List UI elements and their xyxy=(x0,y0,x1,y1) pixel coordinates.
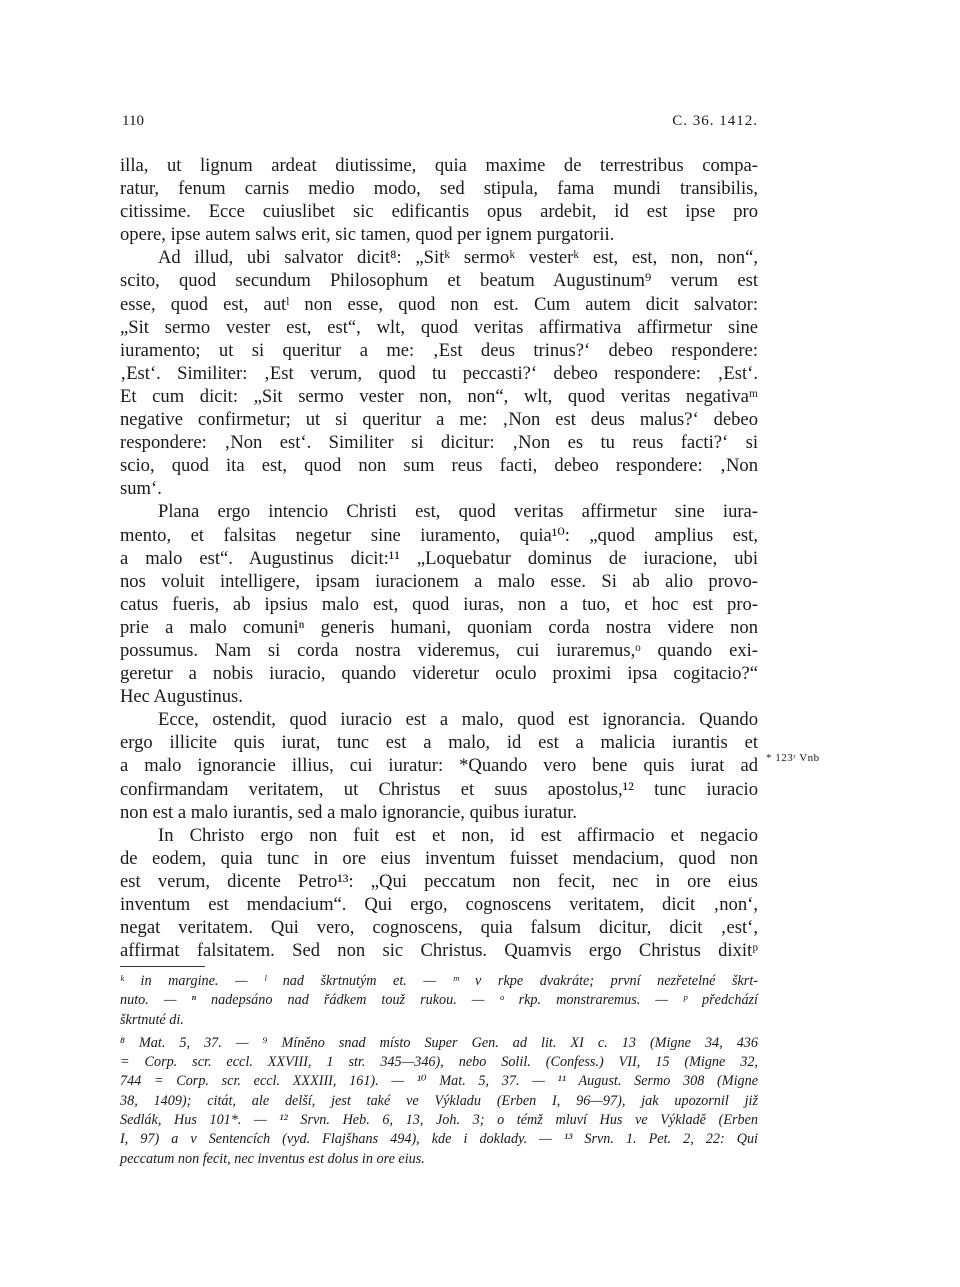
footnote-line: nuto. — ⁿ nadepsáno nad řádkem touž rukou. — ᵒ rkp. monstraremus. — ᵖ předchází xyxy=(120,992,758,1009)
text-line: de eodem, quia tunc in ore eius inventum fuisset mendacium, quod non xyxy=(120,847,758,869)
text-line: ergo illicite quis iurat, tunc est a malo, id est a malicia iurantis et xyxy=(120,732,758,754)
text-line: ratur, fenum carnis medio modo, sed stipula, fama mundi transibilis, xyxy=(120,178,758,200)
text-line: opere, ipse autem salws erit, sic tamen, quod per ignem purgatorii. xyxy=(120,224,615,246)
text-line: sum‘. xyxy=(120,478,162,500)
footnote-separator xyxy=(120,966,205,967)
text-line: scio, quod ita est, quod non sum reus facti, debeo respondere: ‚Non xyxy=(120,455,758,477)
text-line: geretur a nobis iuracio, quando videretur oculo proximi ipsa cogitacio?“ xyxy=(120,663,758,685)
text-line: nos voluit intelligere, ipsam iuracionem a malo esse. Si ab alio provo- xyxy=(120,570,758,592)
text-line: „Sit sermo vester est, est“, wlt, quod veritas affirmativa affirmetur sine xyxy=(120,316,758,338)
text-line: citissime. Ecce cuiuslibet sic edificantis opus ardebit, id est ipse pro xyxy=(120,201,758,223)
text-line: Ad illud, ubi salvator dicit⁸: „Sitᵏ sermoᵏ vesterᵏ est, est, non, non“, xyxy=(158,247,758,269)
footnote-line: Sedlák, Hus 101*. — ¹² Srvn. Heb. 6, 13, Joh. 3; o témž mluví Hus ve Výkladě (Erben xyxy=(120,1112,758,1129)
text-line: iuramento; ut si queritur a me: ‚Est deus trinus?‘ debeo respondere: xyxy=(120,339,758,361)
text-line: Plana ergo intencio Christi est, quod veritas affirmetur sine iura- xyxy=(158,501,758,523)
text-line: illa, ut lignum ardeat diutissime, quia maxime de terrestribus compa- xyxy=(120,155,758,176)
text-line: scito, quod secundum Philosophum et beatum Augustinum⁹ verum est xyxy=(120,270,758,292)
page-header xyxy=(120,113,758,133)
text-line: catus fueris, ab ipsius malo est, quod iuras, non a tuo, et hoc est pro- xyxy=(120,593,758,615)
text-line: mento, et falsitas negetur sine iuramento, quia¹⁰: „quod amplius est, xyxy=(120,524,758,546)
text-line: a malo ignorancie illius, cui iuratur: *Quando vero bene quis iurat ad xyxy=(120,755,758,777)
text-line: Et cum dicit: „Sit sermo vester non, non“, wlt, quod veritas negativaᵐ xyxy=(120,385,758,407)
footnote-line: = Corp. scr. eccl. XXVIII, 1 str. 345—346), nebo Solil. (Confess.) VII, 15 (Migne 32, xyxy=(120,1054,758,1071)
text-line: respondere: ‚Non est‘. Similiter si dicitur: ‚Non es tu reus facti?‘ si xyxy=(120,432,758,454)
footnote-line: škrtnuté di. xyxy=(120,1011,184,1028)
main-text xyxy=(120,154,758,962)
text-line: a malo est“. Augustinus dicit:¹¹ „Loquebatur dominus de iuracione, ubi xyxy=(120,547,758,569)
text-line: affirmat falsitatem. Sed non sic Christus. Quamvis ergo Christus dixitᵖ xyxy=(120,940,758,962)
text-line: possumus. Nam si corda nostra videremus, cui iuraremus,ᵒ quando exi- xyxy=(120,639,758,661)
text-line: prie a malo comuniⁿ generis humani, quoniam corda nostra videre non xyxy=(120,616,758,638)
chapter-reference: C. 36. 1412. xyxy=(672,113,758,129)
margin-folio-note: * 123ʳ Vnb xyxy=(766,752,820,764)
footnote-line: peccatum non fecit, nec inventus est dolus in ore eius. xyxy=(120,1150,425,1167)
page-number: 110 xyxy=(122,113,144,129)
text-line: esse, quod est, autˡ non esse, quod non est. Cum autem dicit salvator: xyxy=(120,293,758,315)
footnote-line: I, 97) a v Sentencích (vyd. Flajšhans 494), kde i doklady. — ¹³ Srvn. 1. Pet. 2, 22: Qui xyxy=(120,1131,758,1148)
footnote-line: 38, 1409); citát, ale delší, jest také ve Výkladu (Erben I, 96—97), jak upozornil již xyxy=(120,1092,758,1109)
text-line: negat veritatem. Qui vero, cognoscens, quia falsum dicitur, dicit ‚est‘, xyxy=(120,917,758,939)
footnote-line: ⁸ Mat. 5, 37. — ⁹ Míněno snad místo Super Gen. ad lit. XI c. 13 (Migne 34, 436 xyxy=(120,1034,758,1051)
text-line: Hec Augustinus. xyxy=(120,686,243,708)
text-line: In Christo ergo non fuit est et non, id est affirmacio et negacio xyxy=(158,824,758,846)
text-line: Ecce, ostendit, quod iuracio est a malo, quod est ignorancia. Quando xyxy=(158,709,758,731)
text-line: ‚Est‘. Similiter: ‚Est verum, quod tu peccasti?‘ debeo respondere: ‚Est‘. xyxy=(120,362,758,384)
footnote-line: ᵏ in margine. — ˡ nad škrtnutým et. — ᵐ v rkpe dvakráte; první nezřetelné škrt- xyxy=(120,973,758,989)
text-line: inventum est mendacium“. Qui ergo, cognoscens veritatem, dicit ‚non‘, xyxy=(120,894,758,915)
text-line: est verum, dicente Petro¹³: „Qui peccatum non fecit, nec in ore eius xyxy=(120,870,758,892)
text-line: confirmandam veritatem, ut Christus et suus apostolus,¹² tunc iuracio xyxy=(120,778,758,800)
text-line: non est a malo iurantis, sed a malo ignorancie, quibus iuratur. xyxy=(120,801,577,823)
text-line: negative confirmetur; ut si queritur a me: ‚Non est deus malus?‘ debeo xyxy=(120,409,758,431)
footnotes xyxy=(120,972,758,1169)
footnote-line: 744 = Corp. scr. eccl. XXXIII, 161). — ¹⁰ Mat. 5, 37. — ¹¹ August. Sermo 308 (Migne xyxy=(120,1073,758,1090)
